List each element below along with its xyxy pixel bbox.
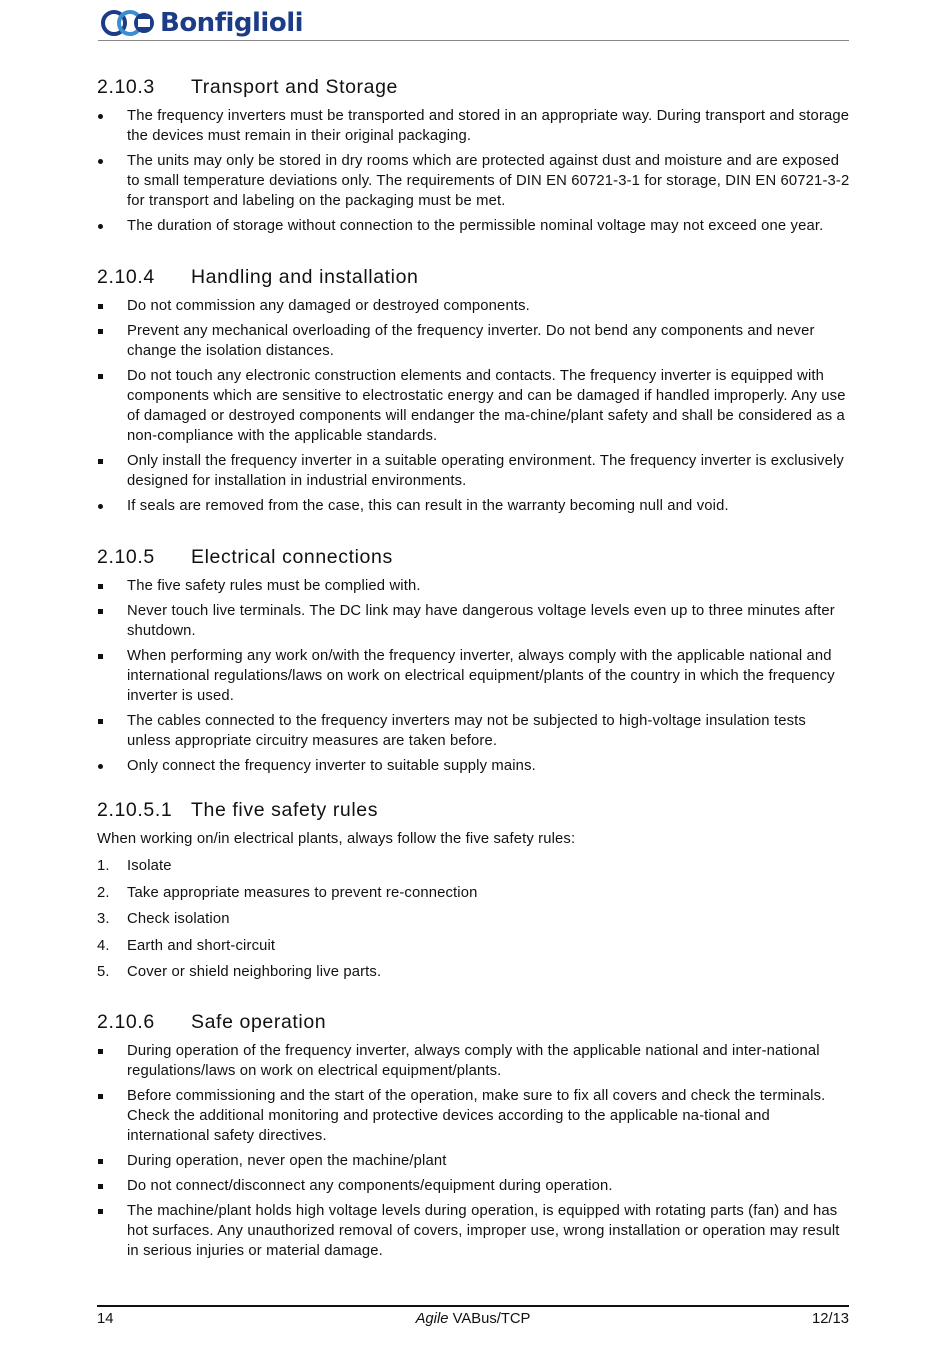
section-title: Transport and Storage — [191, 76, 398, 98]
bullet-list — [97, 296, 852, 516]
footer-date: 12/13 — [811, 1311, 849, 1327]
list-item — [97, 601, 852, 641]
document-body — [97, 70, 852, 1266]
subsection-intro: When working on/in electrical plants, always follow the five safety rules: — [97, 831, 576, 847]
section-heading — [97, 70, 852, 106]
list-item — [97, 151, 852, 211]
page-header — [98, 4, 849, 42]
list-item — [97, 711, 852, 751]
bullet-square-icon — [98, 329, 103, 334]
section-heading — [97, 540, 852, 576]
list-item — [97, 496, 852, 516]
section-number: 2.10.3 — [97, 76, 155, 98]
bullet-square-icon — [98, 584, 103, 589]
list-item — [97, 296, 852, 316]
subsection-title: The five safety rules — [191, 799, 379, 821]
list-item — [97, 936, 852, 956]
numbered-list — [97, 856, 852, 982]
bullet-square-icon — [98, 1184, 103, 1189]
subsection-number: 2.10.5.1 — [97, 799, 173, 821]
bullet-dot-icon — [98, 114, 103, 119]
list-item-text: The cables connected to the frequency inverters may not be subjected to high-voltage insulation tests unless appropriate circuitry measures are taken before. — [127, 713, 806, 749]
bullet-list — [97, 106, 852, 236]
logo-gears-icon — [100, 9, 156, 37]
header-divider — [98, 40, 849, 41]
step-text: Take appropriate measures to prevent re-connection — [127, 884, 478, 901]
list-item-text: During operation, never open the machine/plant — [127, 1152, 447, 1169]
bullet-square-icon — [98, 1209, 103, 1214]
list-item — [97, 646, 852, 706]
list-item-text: Never touch live terminals. The DC link may have dangerous voltage levels even up to three minutes after shutdown. — [127, 603, 835, 639]
step-number: 3. — [97, 911, 110, 928]
product-name-rest: VABus/TCP — [448, 1311, 531, 1327]
section-heading — [97, 260, 852, 296]
section-title: Handling and installation — [191, 266, 419, 288]
bullet-square-icon — [98, 304, 103, 309]
bullet-dot-icon — [98, 159, 103, 164]
step-text: Isolate — [127, 858, 172, 874]
section-number: 2.10.4 — [97, 266, 155, 288]
list-item — [97, 451, 852, 491]
bullet-dot-icon — [98, 764, 103, 769]
step-text: Check isolation — [127, 911, 230, 928]
list-item — [97, 216, 852, 236]
section-number: 2.10.5 — [97, 546, 155, 568]
list-item — [97, 1041, 852, 1081]
list-item-text: Only connect the frequency inverter to suitable supply mains. — [127, 758, 536, 774]
list-item — [97, 1151, 852, 1171]
list-item — [97, 1086, 852, 1146]
step-number: 4. — [97, 937, 110, 954]
step-text: Cover or shield neighboring live parts. — [127, 964, 382, 981]
bullet-square-icon — [98, 1049, 103, 1054]
list-item-text: Do not touch any electronic construction elements and contacts. The frequency inverter is equipped with components which are sensitive to electrostatic energy and can be damaged if handled improperly. Any use of damaged or destroyed components will endanger the ma-chine/plant safety and shall be considered as a non-compliance with the applicable standards. — [127, 368, 846, 444]
page-footer — [97, 1305, 849, 1335]
list-item-text: If seals are removed from the case, this can result in the warranty becoming null and void. — [127, 498, 729, 514]
product-name-italic: Agile — [415, 1311, 449, 1327]
step-number: 1. — [97, 858, 110, 874]
bullet-square-icon — [98, 719, 103, 724]
bullet-dot-icon — [98, 224, 103, 229]
bullet-square-icon — [98, 459, 103, 464]
list-item — [97, 1176, 852, 1196]
section-title: Safe operation — [191, 1010, 327, 1033]
list-item-text: Only install the frequency inverter in a suitable operating environment. The frequency inverter is exclusively designed for installation in industrial environments. — [127, 453, 844, 489]
bullet-square-icon — [98, 609, 103, 614]
footer-divider — [97, 1305, 849, 1307]
list-item — [97, 962, 852, 982]
section-number: 2.10.6 — [97, 1010, 155, 1033]
section-title: Electrical connections — [191, 546, 393, 568]
list-item-text: During operation of the frequency inverter, always comply with the applicable national and inter-national regulations/laws on work on electrical equipment/plants. — [127, 1042, 820, 1079]
subsection-heading — [97, 793, 852, 829]
list-item — [97, 366, 852, 446]
bullet-square-icon — [98, 654, 103, 659]
footer-product — [97, 1311, 849, 1327]
bonfiglioli-logo — [100, 7, 303, 39]
list-item — [97, 756, 852, 776]
list-item-text: The five safety rules must be complied with. — [127, 578, 421, 594]
list-item — [97, 321, 852, 361]
bullet-dot-icon — [98, 504, 103, 509]
list-item — [97, 576, 852, 596]
bullet-square-icon — [98, 1094, 103, 1099]
list-item-text: The duration of storage without connection to the permissible nominal voltage may not exceed one year. — [127, 218, 824, 234]
bullet-square-icon — [98, 1159, 103, 1164]
section-heading — [97, 1005, 852, 1041]
bullet-list — [97, 1041, 852, 1261]
brand-name: Bonfiglioli — [160, 8, 304, 38]
bullet-square-icon — [98, 374, 103, 379]
list-item-text: Before commissioning and the start of the operation, make sure to fix all covers and check the terminals. Check the additional monitoring and protective devices according to the applicable na-tional and international safety directives. — [127, 1087, 826, 1144]
list-item-text: Do not commission any damaged or destroyed components. — [127, 298, 530, 314]
step-number: 2. — [97, 884, 110, 901]
list-item — [97, 909, 852, 929]
list-item — [97, 883, 852, 903]
bullet-list — [97, 576, 852, 776]
step-number: 5. — [97, 964, 110, 981]
step-text: Earth and short-circuit — [127, 937, 276, 954]
list-item-text: Do not connect/disconnect any components/equipment during operation. — [127, 1177, 613, 1194]
list-item — [97, 856, 852, 876]
list-item — [97, 1201, 852, 1261]
list-item — [97, 106, 852, 146]
list-item-text: Prevent any mechanical overloading of the frequency inverter. Do not bend any components and never change the isolation distances. — [127, 323, 815, 359]
list-item-text: The units may only be stored in dry rooms which are protected against dust and moisture and are exposed to small temperature deviations only. The requirements of DIN EN 60721-3-1 for storage, DIN EN 60721-3-2 for transport and labeling on the packaging must be met. — [127, 153, 850, 209]
list-item-text: When performing any work on/with the frequency inverter, always comply with the applicable national and international regulations/laws on work on electrical equipment/plants of the country in which the frequency inverter is used. — [127, 648, 835, 704]
page-number: 14 — [97, 1311, 114, 1327]
list-item-text: The machine/plant holds high voltage levels during operation, is equipped with rotating parts (fan) and has hot surfaces. Any unauthorized removal of covers, improper use, wrong installation or operation may result in serious injuries or material damage. — [127, 1202, 840, 1259]
list-item-text: The frequency inverters must be transported and stored in an appropriate way. During transport and storage the devices must remain in their original packaging. — [127, 108, 850, 144]
